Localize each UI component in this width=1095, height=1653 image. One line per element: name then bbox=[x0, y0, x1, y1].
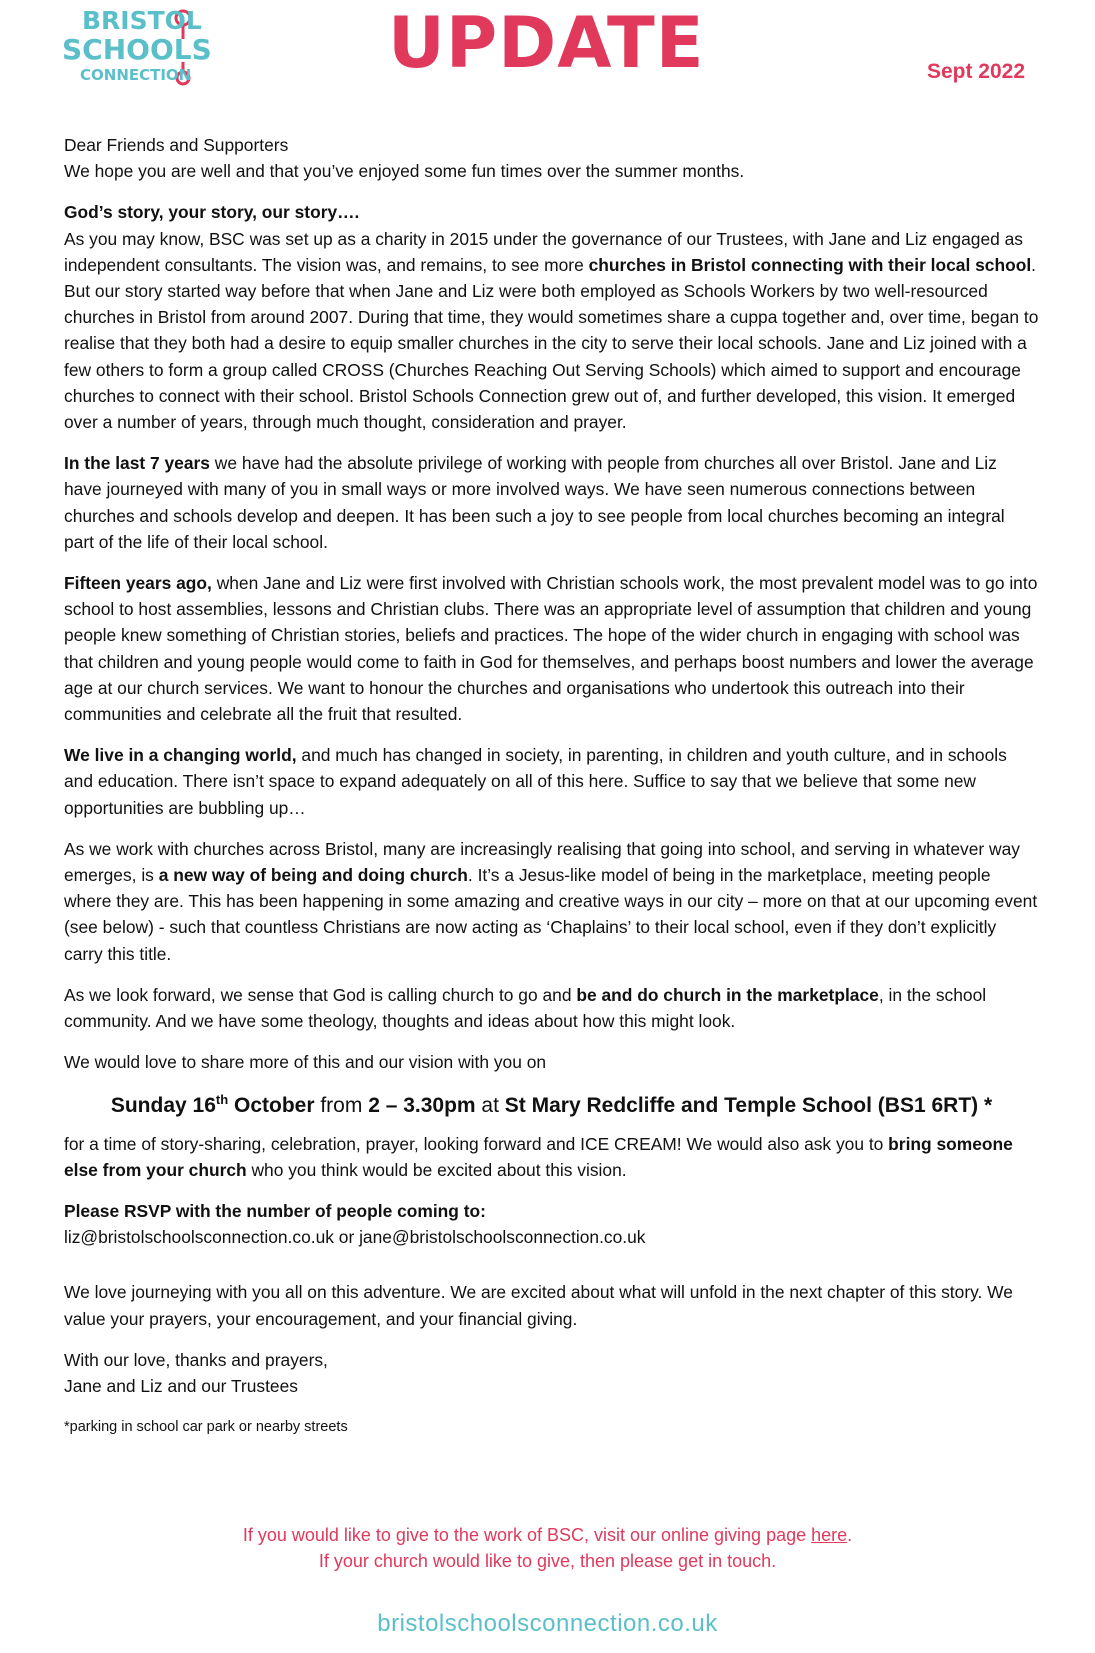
paragraph-journeying: We love journeying with you all on this adventure. We are excited about what will unfold in the next chapter of this story. We value your prayers, your encouragement, and your financial giving. bbox=[64, 1282, 1013, 1329]
page-title: UPDATE bbox=[388, 2, 705, 84]
give-church-text: If your church would like to give, then please get in touch. bbox=[318, 1551, 777, 1571]
invite-text-b: who you think would be excited about this vision. bbox=[246, 1159, 627, 1180]
greeting-block bbox=[64, 132, 1039, 184]
paragraph-share-vision: We would love to share more of this and our vision with you on bbox=[64, 1052, 547, 1073]
new-way-bold: a new way of being and doing church bbox=[158, 865, 468, 886]
new-way-text-b: . It’s a Jesus-like model of being in the marketplace, meeting people where they are. This has been happening in some amazing and creative ways in our city – more on that at our upcoming event (see below) - such that countless Christians are now acting as ‘Chaplains’ to their local school, even if they don’t explicitly carry this title. bbox=[64, 865, 1038, 964]
story-text-bold: churches in Bristol connecting with their local school bbox=[588, 254, 1032, 275]
event-details bbox=[64, 1091, 1039, 1121]
look-forward-text-a: As we look forward, we sense that God is calling church to go and bbox=[64, 984, 577, 1005]
paragraph-last-7-years bbox=[64, 450, 1039, 555]
changing-world-bold: We live in a changing world, bbox=[64, 745, 297, 766]
look-forward-text-b: , in the school community. And we have some theology, thoughts and ideas about how this might look. bbox=[64, 984, 987, 1032]
event-venue: St Mary Redcliffe and Temple School (BS1 6RT) * bbox=[504, 1093, 993, 1117]
rsvp-block bbox=[64, 1198, 1039, 1250]
paragraph-changing-world bbox=[64, 742, 1039, 821]
giving-page-link[interactable]: here bbox=[811, 1525, 848, 1545]
event-at: at bbox=[475, 1093, 505, 1117]
signoff-line2: Jane and Liz and our Trustees bbox=[64, 1375, 298, 1396]
logo-text-schools: SCHOOLS bbox=[62, 33, 212, 66]
signoff-line1: With our love, thanks and prayers, bbox=[64, 1349, 328, 1370]
intro-text: We hope you are well and that you’ve enjoyed some fun times over the summer months. bbox=[64, 161, 745, 182]
paragraph-event-invite bbox=[64, 1131, 1039, 1183]
letter-body bbox=[64, 132, 1039, 1440]
fifteen-years-bold: Fifteen years ago, bbox=[64, 573, 212, 594]
event-from: from bbox=[314, 1093, 369, 1117]
changing-world-text: and much has changed in society, in parenting, in children and youth culture, and in schools and education. There isn’t space to expand adequately on all of this here. Suffice to say that we believe that some new opportunities are bubbling up… bbox=[64, 745, 1007, 818]
new-way-text-a: As we work with churches across Bristol, many are increasingly realising that going into school, and serving in whatever way emerges, is bbox=[64, 838, 1020, 886]
event-time: 2 – 3.30pm bbox=[368, 1093, 476, 1117]
story-heading: God’s story, your story, our story…. bbox=[64, 202, 360, 223]
fifteen-years-text: when Jane and Liz were first involved with Christian schools work, the most prevalent model was to go into school to host assemblies, lessons and Christian clubs. There was an appropriate level of assumption that children and young people knew something of Christian stories, beliefs and practices. The hope of the wider church in engaging with school was that children and young people would come to faith in God for themselves, and perhaps boost numbers and lower the average age at our church services. We want to honour the churches and organisations who undertook this outreach into their communities and celebrate all the fruit that resulted. bbox=[64, 573, 1038, 725]
invite-bold: bring someone else from your church bbox=[64, 1133, 1013, 1180]
event-day-suffix: th bbox=[215, 1091, 229, 1107]
rsvp-emails[interactable]: liz@bristolschoolsconnection.co.uk or jane@bristolschoolsconnection.co.uk bbox=[64, 1227, 646, 1248]
invite-text-a: for a time of story-sharing, celebration, prayer, looking forward and ICE CREAM! We would also ask you to bbox=[64, 1133, 889, 1154]
logo-text-bristol: BRISTOL bbox=[82, 6, 202, 35]
logo-text-connection: CONNECTION bbox=[80, 66, 192, 84]
bsc-logo bbox=[60, 6, 235, 86]
look-forward-bold: be and do church in the marketplace bbox=[576, 984, 879, 1005]
issue-date: Sept 2022 bbox=[926, 60, 1025, 83]
giving-callout bbox=[0, 1522, 1095, 1574]
give-text-a: If you would like to give to the work of BSC, visit our online giving page bbox=[242, 1525, 812, 1545]
paragraph-look-forward bbox=[64, 982, 1039, 1034]
last-7-years-bold: In the last 7 years bbox=[64, 453, 210, 474]
signoff-block bbox=[64, 1347, 1039, 1399]
event-day: Sunday 16 bbox=[110, 1093, 216, 1117]
paragraph-fifteen-years bbox=[64, 570, 1039, 727]
rsvp-heading: Please RSVP with the number of people coming to: bbox=[64, 1200, 486, 1221]
story-text-a: As you may know, BSC was set up as a charity in 2015 under the governance of our Trustees, with Jane and Liz engaged as independent consultants. The vision was, and remains, to see more bbox=[64, 228, 1023, 275]
paragraph-new-way bbox=[64, 836, 1039, 967]
give-text-b: . bbox=[847, 1525, 853, 1545]
event-month: October bbox=[228, 1093, 315, 1117]
last-7-years-text: we have had the absolute privilege of working with people from churches all over Bristol. Jane and Liz have journeyed with many of you in small ways or more involved ways. We have seen numerous connections between churches and schools develop and deepen. It has been such a joy to see people from local churches becoming an integral part of the life of their local school. bbox=[64, 453, 1005, 552]
website-url[interactable]: bristolschoolsconnection.co.uk bbox=[377, 1610, 718, 1637]
parking-footnote: *parking in school car park or nearby streets bbox=[64, 1419, 348, 1436]
paragraph-story bbox=[64, 199, 1039, 435]
story-text-b: . But our story started way before that when Jane and Liz were both employed as Schools Workers by two well-resourced churches in Bristol from around 2007. During that time, they would sometimes share a cuppa together and, over time, began to realise that they both had a desire to equip smaller churches in the city to serve their local schools. Jane and Liz joined with a few others to form a group called CROSS (Churches Reaching Out Serving Schools) which aimed to support and encourage churches to connect with their school. Bristol Schools Connection grew out of, and further developed, this vision. It emerged over a number of years, through much thought, consideration and prayer. bbox=[64, 254, 1039, 433]
greeting: Dear Friends and Supporters bbox=[64, 135, 289, 155]
